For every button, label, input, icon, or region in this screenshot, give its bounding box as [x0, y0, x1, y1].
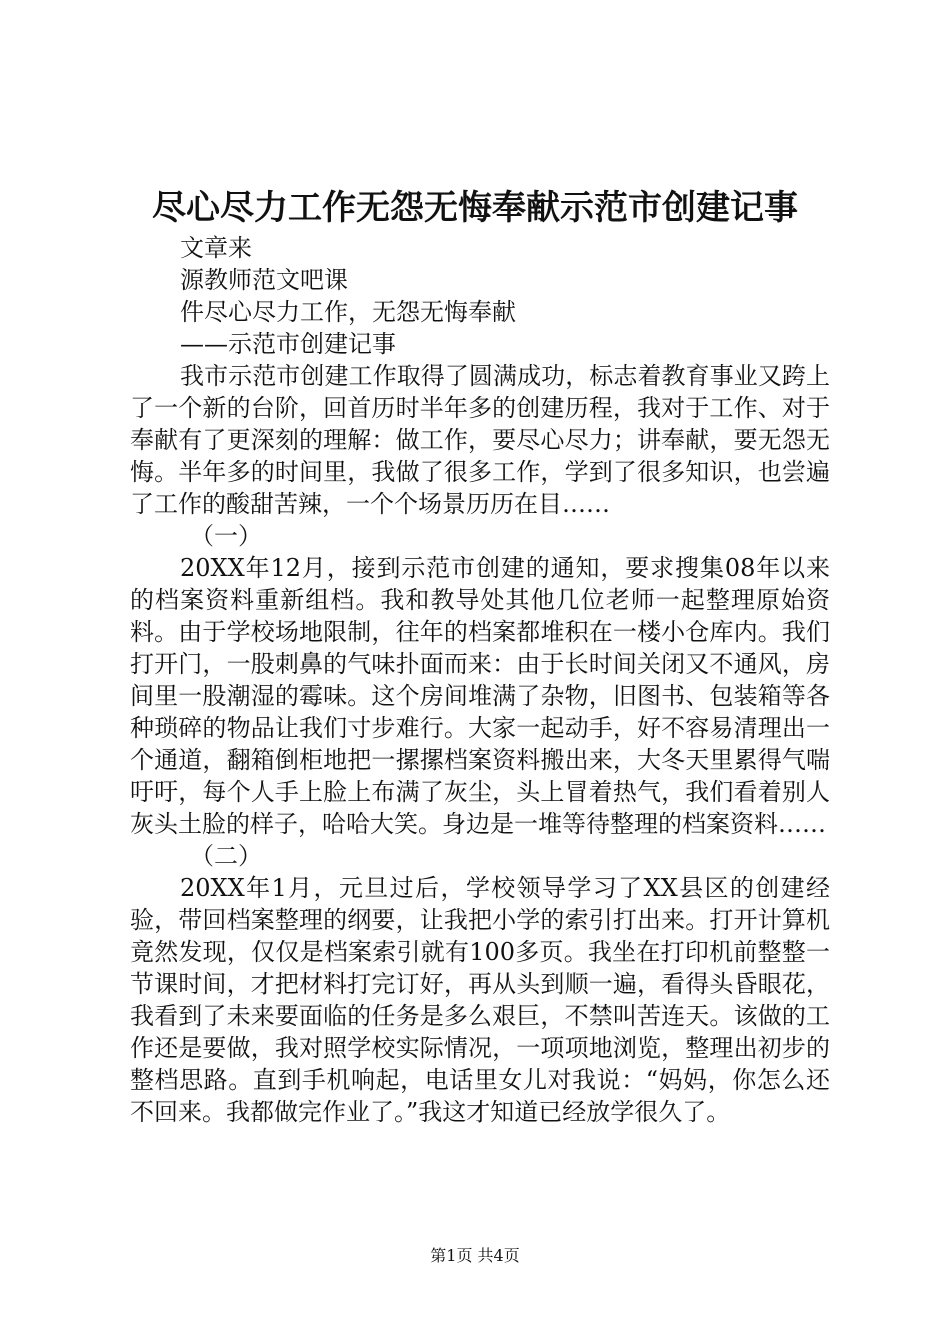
page-footer: 第1页 共4页: [430, 1246, 520, 1265]
header-line: 文章来: [180, 234, 252, 262]
section-heading: （一）: [190, 522, 262, 550]
header-line: 源教师范文吧课: [180, 266, 348, 294]
document-body: [130, 232, 830, 1128]
section-heading: （二）: [190, 842, 262, 870]
document-title: 尽心尽力工作无怨无悔奉献示范市创建记事: [152, 188, 798, 228]
section-paragraph: 20XX年1月，元旦过后，学校领导学习了XX县区的创建经验，带回档案整理的纲要，让我把小学的索引打出来。打开计算机竟然发现，仅仅是档案索引就有100多页。我坐在打印机前整整一节课时间，才把材料打完订好，再从头到顺一遍，看得头昏眼花，我看到了未来要面临的任务是多么艰巨，不禁叫苦连天。该做的工作还是要做，我对照学校实际情况，一项项地浏览，整理出初步的整档思路。直到手机响起，电话里女儿对我说：“妈妈，你怎么还不回来。我都做完作业了。”我这才知道已经放学很久了。: [130, 874, 830, 1126]
header-line: 件尽心尽力工作，无怨无悔奉献: [180, 298, 516, 326]
intro-paragraph: 我市示范市创建工作取得了圆满成功，标志着教育事业又跨上了一个新的台阶，回首历时半年多的创建历程，我对于工作、对于奉献有了更深刻的理解：做工作，要尽心尽力；讲奉献，要无怨无悔。半年多的时间里，我做了很多工作，学到了很多知识，也尝遍了工作的酸甜苦辣，一个个场景历历在目……: [130, 362, 830, 518]
section-paragraph: 20XX年12月，接到示范市创建的通知，要求搜集08年以来的档案资料重新组档。我和教导处其他几位老师一起整理原始资料。由于学校场地限制，往年的档案都堆积在一楼小仓库内。我们打开门，一股刺鼻的气味扑面而来：由于长时间关闭又不通风，房间里一股潮湿的霉味。这个房间堆满了杂物，旧图书、包装箱等各种琐碎的物品让我们寸步难行。大家一起动手，好不容易清理出一个通道，翻箱倒柜地把一摞摞档案资料搬出来，大冬天里累得气喘吁吁，每个人手上脸上布满了灰尘，头上冒着热气，我们看着别人灰头土脸的样子，哈哈大笑。身边是一堆等待整理的档案资料……: [130, 554, 830, 838]
header-line: ——示范市创建记事: [180, 330, 396, 358]
